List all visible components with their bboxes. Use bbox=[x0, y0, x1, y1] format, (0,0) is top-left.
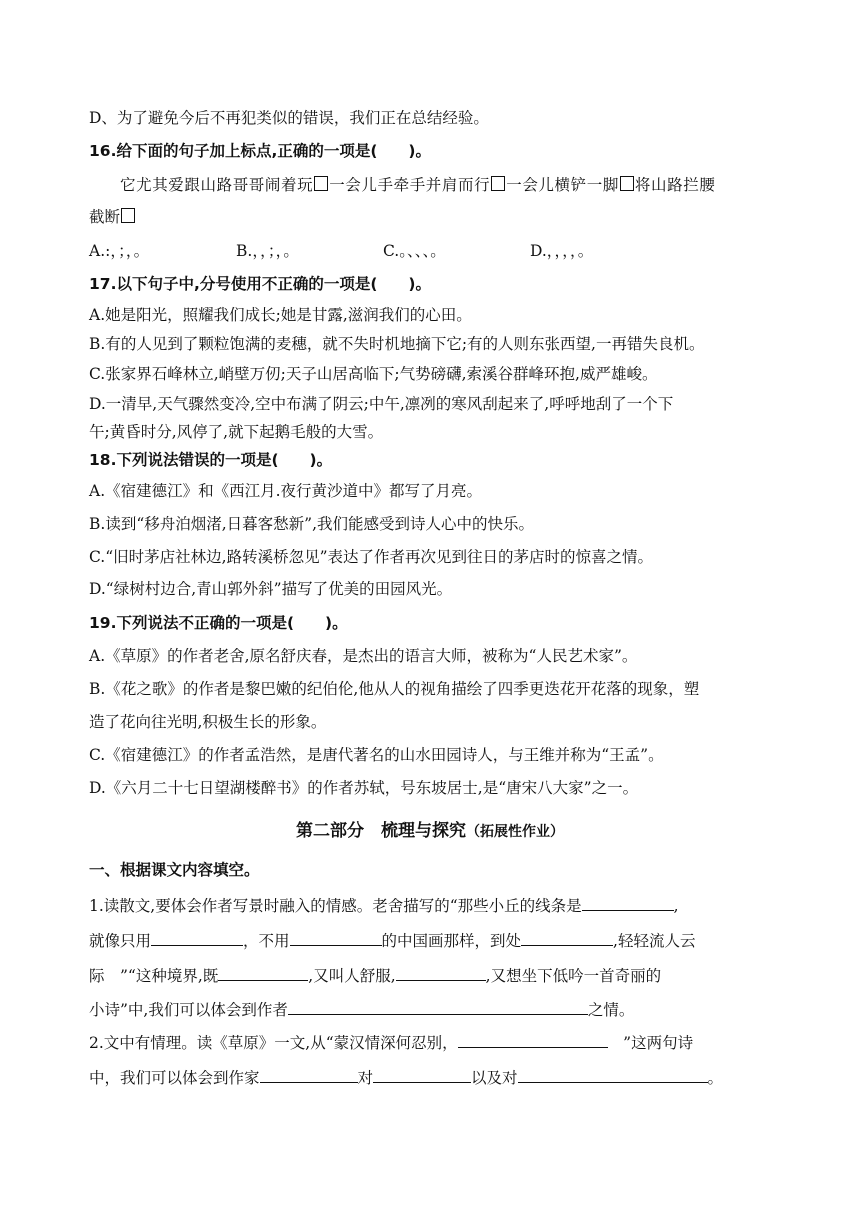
p1-line2 bbox=[89, 929, 695, 951]
part2-subtitle: （拓展性作业） bbox=[466, 824, 564, 840]
p1-text: 的中国画那样，到处 bbox=[381, 932, 522, 950]
question-17: 17.以下句子中,分号使用不正确的一项是( )。 bbox=[89, 275, 432, 293]
q19-option-c: C.《宿建德江》的作者孟浩然，是唐代著名的山水田园诗人，与王维并称为“王孟”。 bbox=[89, 746, 664, 764]
q16-option-a: A.:，；，。 bbox=[89, 242, 150, 260]
answer-blank[interactable] bbox=[582, 894, 674, 911]
answer-blank[interactable] bbox=[396, 964, 486, 981]
answer-blank[interactable] bbox=[373, 1066, 471, 1083]
p1-text: ,又叫人舒服, bbox=[308, 967, 396, 985]
q16-option-b: B.，，；，。 bbox=[236, 242, 299, 260]
q19-option-b-line1: B.《花之歌》的作者是黎巴嫩的纪伯伦,他从人的视角描绘了四季更迭花开花落的现象，塑 bbox=[89, 680, 700, 698]
answer-blank[interactable] bbox=[288, 998, 588, 1015]
p2-line2 bbox=[89, 1066, 723, 1088]
answer-blank[interactable] bbox=[521, 929, 613, 946]
q16-sentence bbox=[120, 175, 715, 195]
p1-line1 bbox=[89, 894, 679, 916]
q16-sentence-end bbox=[89, 207, 136, 227]
section1-heading: 一、根据课文内容填空。 bbox=[89, 861, 260, 879]
p2-text: 中，我们可以体会到作家 bbox=[89, 1069, 260, 1087]
p1-text: ,轻轻流人云 bbox=[613, 932, 696, 950]
answer-blank[interactable] bbox=[518, 1066, 708, 1083]
p1-text: , bbox=[673, 897, 679, 915]
p2-text: 2.文中有情理。读《草原》一文,从“蒙汉情深何忍别， bbox=[89, 1034, 458, 1052]
part2-heading: 第二部分 梳理与探究 bbox=[296, 821, 466, 841]
q17-option-c: C.张家界石峰林立,峭壁万仞;天子山居高临下;气势磅礴,索溪谷群峰环抱,威严雄峻。 bbox=[89, 365, 658, 383]
q18-option-c: C.“旧时茅店社林边,路转溪桥忽见”表达了作者再次见到往日的茅店时的惊喜之情。 bbox=[89, 548, 654, 566]
q16-option-d: D.，，，，。 bbox=[530, 242, 594, 260]
q16-option-c: C.。、、、。 bbox=[383, 242, 446, 260]
answer-blank[interactable] bbox=[260, 1066, 358, 1083]
p1-text: ,又想坐下低吟一首奇丽的 bbox=[485, 967, 662, 985]
q16-text-1: 它尤其爱跟山路哥哥闹着玩 bbox=[120, 176, 314, 194]
punct-box bbox=[121, 208, 135, 223]
part2-title bbox=[0, 820, 860, 843]
question-18: 18.下列说法错误的一项是( )。 bbox=[89, 451, 333, 469]
q16-options bbox=[89, 241, 593, 261]
q18-option-b: B.读到“移舟泊烟渚,日暮客愁新”,我们能感受到诗人心中的快乐。 bbox=[89, 515, 535, 533]
p2-text: 。 bbox=[707, 1069, 724, 1087]
p1-text: 之情。 bbox=[587, 1001, 635, 1019]
p2-text: 以及对 bbox=[471, 1069, 518, 1087]
q17-option-a: A.她是阳光，照耀我们成长;她是甘露,滋润我们的心田。 bbox=[89, 306, 472, 324]
punct-box bbox=[620, 176, 634, 191]
p1-line3 bbox=[89, 964, 661, 986]
punct-box bbox=[491, 176, 505, 191]
p1-line4 bbox=[89, 998, 634, 1020]
p1-text: 际 ”“这种境界,既 bbox=[89, 967, 219, 985]
p2-text: ”这两句诗 bbox=[607, 1034, 694, 1052]
p1-text: 1.读散文,要体会作者写景时融入的情感。老舍描写的“那些小丘的线条是 bbox=[89, 897, 582, 915]
q17-option-b: B.有的人见到了颗粒饱满的麦穗，就不失时机地摘下它;有的人则东张西望,一再错失良机。 bbox=[89, 335, 705, 353]
q16-text-4: 将山路拦腰 bbox=[634, 176, 716, 194]
p1-text: 小诗”中,我们可以体会到作者 bbox=[89, 1001, 288, 1019]
q19-option-d: D.《六月二十七日望湖楼醉书》的作者苏轼，号东坡居士,是“唐宋八大家”之一。 bbox=[89, 779, 639, 797]
q16-text-3: 一会儿横铲一脚 bbox=[506, 176, 619, 194]
answer-blank[interactable] bbox=[458, 1031, 608, 1048]
q16-text-2: 一会儿手牵手并肩而行 bbox=[329, 176, 491, 194]
q18-option-a: A.《宿建德江》和《西江月.夜行黄沙道中》都写了月亮。 bbox=[89, 482, 483, 500]
p1-text: ，不用 bbox=[243, 932, 290, 950]
q17-option-d-line2: 午;黄昏时分,风停了,就下起鹅毛般的大雪。 bbox=[89, 423, 384, 441]
option-d-q15: D、为了避免今后不再犯类似的错误，我们正在总结经验。 bbox=[89, 109, 489, 127]
question-16: 16.给下面的句子加上标点,正确的一项是( )。 bbox=[89, 142, 432, 160]
p2-text: 对 bbox=[357, 1069, 374, 1087]
punct-box bbox=[314, 176, 328, 191]
q16-text-5: 截断 bbox=[89, 208, 121, 226]
p2-line1 bbox=[89, 1031, 693, 1053]
answer-blank[interactable] bbox=[151, 929, 243, 946]
p1-text: 就像只用 bbox=[89, 932, 152, 950]
answer-blank[interactable] bbox=[218, 964, 308, 981]
answer-blank[interactable] bbox=[290, 929, 382, 946]
q19-option-b-line2: 造了花向往光明,积极生长的形象。 bbox=[89, 713, 327, 731]
q18-option-d: D.“绿树村边合,青山郭外斜”描写了优美的田园风光。 bbox=[89, 580, 453, 598]
question-19: 19.下列说法不正确的一项是( )。 bbox=[89, 614, 348, 632]
q19-option-a: A.《草原》的作者老舍,原名舒庆春，是杰出的语言大师，被称为“人民艺术家”。 bbox=[89, 647, 638, 665]
q17-option-d-line1: D.一清早,天气骤然变冷,空中布满了阴云;中午,凛冽的寒风刮起来了,呼呼地刮了一个下 bbox=[89, 395, 674, 413]
